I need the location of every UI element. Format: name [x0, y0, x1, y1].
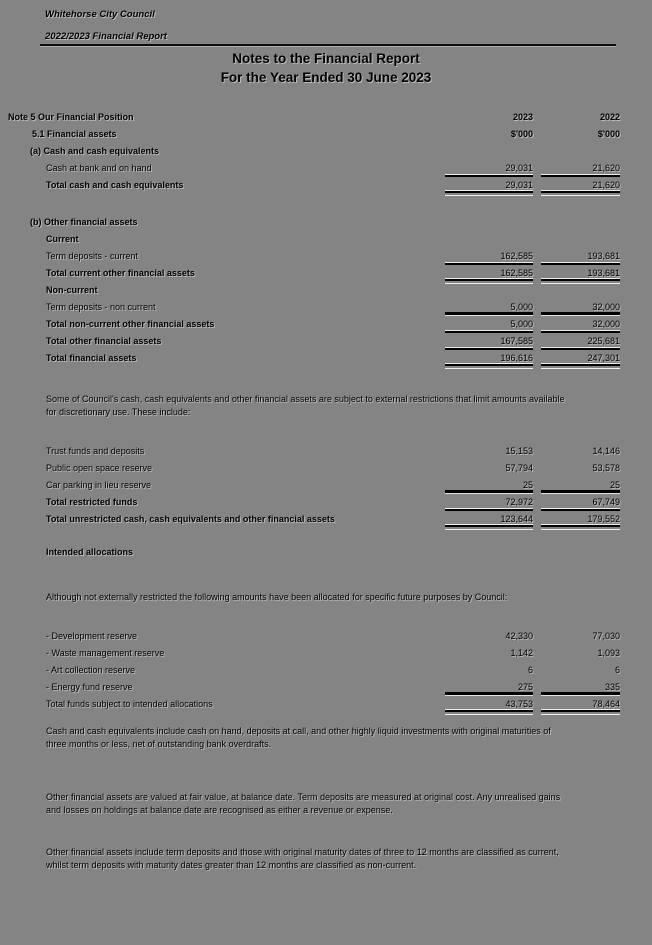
rule-line-2023: [445, 262, 533, 265]
amount-2022: 67,749: [592, 497, 620, 507]
row-label: Total funds subject to intended allocations: [46, 699, 213, 709]
amount-2022: 32,000: [592, 302, 620, 312]
rule-line-2023: [445, 524, 533, 531]
amount-2023: 162,585: [500, 251, 533, 261]
rule-line-2022: [541, 692, 620, 696]
row-label: Total current other financial assets: [46, 268, 195, 278]
amount-2023: 167,585: [500, 336, 533, 346]
rule-line-2023: [445, 330, 533, 333]
spacer: [8, 367, 620, 393]
note-paragraph: Cash and cash equivalents include cash on hand, deposits at call, and other highly liquid investments with original maturities of three months or less, net of outstanding bank overdrafts.: [46, 726, 551, 749]
rule-line-2023: [445, 363, 533, 370]
rule-line-2022: [541, 508, 620, 511]
amount-2023: 42,330: [505, 631, 533, 641]
row-label: Cash at bank and on hand: [46, 163, 152, 173]
amount-2023: 1,142: [510, 648, 533, 658]
table-row: [8, 645, 620, 662]
amount-2022: 53,578: [592, 463, 620, 473]
amount-2022: 179,552: [587, 514, 620, 524]
row-label: Term deposits - non current: [46, 302, 156, 312]
amount-2022: 2022: [599, 112, 620, 122]
spacer: [8, 419, 620, 443]
row-label: Intended allocations: [46, 547, 134, 557]
amount-2023: 2023: [512, 112, 533, 122]
table-row: [8, 231, 620, 248]
row-label: Note 5 Our Financial Position: [8, 112, 134, 122]
amount-2022: 25: [609, 480, 620, 490]
amount-2022: 21,620: [592, 163, 620, 173]
table-row: [8, 628, 620, 645]
note-paragraph: Although not externally restricted the following amounts have been allocated for specific future purposes by Council:: [46, 592, 508, 602]
rule-line-2022: [541, 524, 620, 531]
amount-2023: 275: [517, 682, 533, 692]
rule-line-2023: [445, 278, 533, 285]
note-5-table: [8, 109, 620, 872]
table-row: [8, 443, 620, 460]
row-label: Car parking in lieu reserve: [46, 480, 152, 490]
row-label: Public open space reserve: [46, 463, 153, 473]
row-label: Term deposits - current: [46, 251, 139, 261]
table-row: [8, 214, 620, 231]
rule-line-2022: [541, 262, 620, 265]
rule-line-2022: [541, 490, 620, 494]
page-title-line2: For the Year Ended 30 June 2023: [220, 70, 432, 85]
amount-2022: 225,681: [587, 336, 620, 346]
amount-2023: 43,753: [505, 699, 533, 709]
table-row: [8, 662, 620, 679]
amount-2022: 78,464: [592, 699, 620, 709]
row-label: Non-current: [46, 285, 98, 295]
rule-line-2023: [445, 692, 533, 696]
note-paragraph: Some of Council's cash, cash equivalents and other financial assets are subject to external restrictions that limit amounts available for discretionary use. These include:: [46, 394, 565, 417]
amount-2023: 72,972: [505, 497, 533, 507]
row-label: Total unrestricted cash, cash equivalents and other financial assets: [46, 514, 335, 524]
table-row: [8, 109, 620, 126]
rule-line-2022: [541, 174, 620, 177]
row-label: Total non-current other financial assets: [46, 319, 215, 329]
row-label: - Art collection reserve: [46, 665, 136, 675]
header-divider: [40, 44, 616, 46]
amount-2022: 21,620: [592, 180, 620, 190]
amount-2023: 162,585: [500, 268, 533, 278]
rule-line-2022: [541, 330, 620, 333]
rule-line-2023: [445, 174, 533, 177]
amount-2023: 5,000: [510, 302, 533, 312]
row-label: Total financial assets: [46, 353, 137, 363]
row-label: - Development reserve: [46, 631, 138, 641]
spacer: [8, 604, 620, 628]
amount-2023: 5,000: [510, 319, 533, 329]
spacer: [8, 194, 620, 214]
spacer: [8, 817, 620, 846]
amount-2022: 32,000: [592, 319, 620, 329]
row-label: (b) Other financial assets: [30, 217, 138, 227]
amount-2022: 335: [604, 682, 620, 692]
table-row: [8, 143, 620, 160]
amount-2022: $'000: [597, 129, 620, 139]
council-name: Whitehorse City Council: [45, 9, 155, 20]
note-paragraph: Other financial assets include term deposits and those with original maturity dates of three to 12 months are classified as current, whilst term deposits with maturity dates greater than 12 months are classified as non-current.: [46, 847, 559, 870]
rule-line-2023: [445, 312, 533, 316]
row-label: 5.1 Financial assets: [32, 129, 117, 139]
row-label: (a) Cash and cash equivalents: [30, 146, 160, 156]
rule-line-2022: [541, 363, 620, 370]
rule-line-2022: [541, 347, 620, 350]
amount-2022: 77,030: [592, 631, 620, 641]
row-label: - Waste management reserve: [46, 648, 165, 658]
rule-line-2022: [541, 312, 620, 316]
amount-2022: 193,681: [587, 251, 620, 261]
amount-2023: 25: [522, 480, 533, 490]
amount-2023: 15,153: [505, 446, 533, 456]
rule-line-2023: [445, 508, 533, 511]
report-name: 2022/2023 Financial Report: [45, 31, 167, 42]
amount-2022: 1,093: [597, 648, 620, 658]
row-label: Total other financial assets: [46, 336, 162, 346]
row-label: Trust funds and deposits: [46, 446, 145, 456]
amount-2022: 247,301: [587, 353, 620, 363]
amount-2023: 123,644: [500, 514, 533, 524]
page-title-line1: Notes to the Financial Report: [232, 51, 420, 66]
rule-line-2022: [541, 278, 620, 285]
row-label: Total cash and cash equivalents: [46, 180, 184, 190]
rule-line-2022: [541, 709, 620, 716]
amount-2022: 6: [614, 665, 620, 675]
amount-2023: 196,616: [500, 353, 533, 363]
amount-2023: 6: [527, 665, 533, 675]
spacer: [8, 561, 620, 591]
page-title: [0, 49, 652, 87]
row-label: Total restricted funds: [46, 497, 138, 507]
table-row: [8, 126, 620, 143]
rule-line-2023: [445, 709, 533, 716]
rule-line-2023: [445, 190, 533, 197]
row-label: - Energy fund reserve: [46, 682, 133, 692]
amount-2022: 14,146: [592, 446, 620, 456]
row-label: Current: [46, 234, 79, 244]
table-row: [8, 460, 620, 477]
table-row: [8, 544, 620, 561]
amount-2023: 57,794: [505, 463, 533, 473]
spacer: [8, 751, 620, 791]
amount-2022: 193,681: [587, 268, 620, 278]
rule-line-2023: [445, 490, 533, 494]
rule-line-2022: [541, 190, 620, 197]
note-paragraph: Other financial assets are valued at fair value, at balance date. Term deposits are measured at original cost. Any unrealised gains and losses on holdings at balance date are recognised as either a revenue or expense.: [46, 792, 561, 815]
amount-2023: 29,031: [505, 163, 533, 173]
amount-2023: 29,031: [505, 180, 533, 190]
amount-2023: $'000: [510, 129, 533, 139]
page-header: [0, 0, 652, 87]
rule-line-2023: [445, 347, 533, 350]
